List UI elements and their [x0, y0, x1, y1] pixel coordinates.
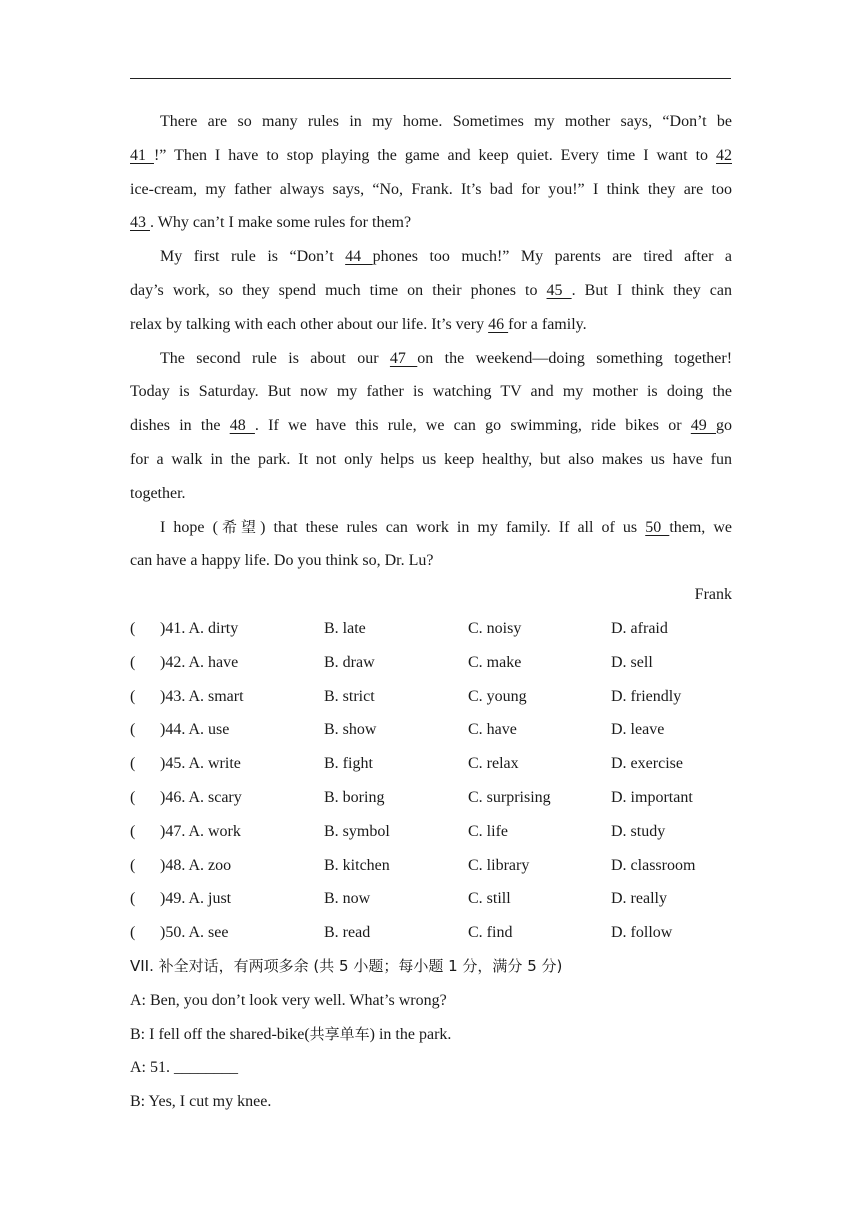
passage-text: ) that these rules can work in my family. If all of us	[260, 518, 638, 536]
passage-text: day’s work, so they spend much time on their phones to	[130, 281, 538, 299]
passage-text: . If we have this rule, we can go swimming, ride bikes or	[254, 417, 682, 435]
blank-48: 48	[229, 417, 255, 435]
blank-50: 50	[645, 518, 670, 536]
question-option-a: )50. A. see	[160, 924, 229, 942]
passage-text: dishes in the	[130, 417, 221, 435]
question-option-c: C. make	[468, 653, 522, 671]
question-option-a: )49. A. just	[160, 890, 232, 908]
question-option-a: )48. A. zoo	[160, 856, 232, 874]
passage-text: can have a happy life. Do you think so, Dr. Lu?	[130, 552, 434, 570]
blank-46: 46	[488, 315, 509, 333]
question-option-c: C. relax	[468, 755, 519, 773]
question-option-b: B. read	[324, 924, 371, 942]
section-title: VII. 补全对话，有两项多余 (共 5 小题；每小题 1 分，满分 5 分)	[130, 956, 563, 975]
blank-47: 47	[389, 349, 418, 367]
question-paren: (	[130, 890, 136, 908]
question-paren: (	[130, 822, 136, 840]
blank-41: 41	[130, 146, 154, 164]
question-option-d: D. afraid	[611, 619, 668, 637]
question-option-c: C. find	[468, 924, 513, 942]
passage-line	[130, 274, 732, 308]
question-option-d: D. important	[611, 788, 693, 806]
question-option-d: D. study	[611, 822, 666, 840]
question-option-b: B. fight	[324, 755, 373, 773]
question-row	[130, 781, 732, 815]
question-option-c: C. life	[468, 822, 508, 840]
question-option-a: )42. A. have	[160, 653, 239, 671]
question-paren: (	[130, 788, 136, 806]
blank-45: 45	[546, 281, 572, 299]
passage-line	[130, 240, 732, 274]
passage-line	[130, 139, 732, 173]
question-row	[130, 680, 732, 714]
passage-text: phones too much!” My parents are tired after a	[372, 248, 732, 266]
passage-line	[130, 409, 732, 443]
dialogue-text: ) in the park.	[369, 1025, 452, 1043]
passage-text: ice-cream, my father always says, “No, Frank. It’s bad for you!” I think they are too	[130, 180, 732, 198]
question-option-a: )41. A. dirty	[160, 619, 239, 637]
passage-text: . But I think they can	[571, 281, 732, 299]
question-option-a: )45. A. write	[160, 755, 241, 773]
question-paren: (	[130, 755, 136, 773]
passage-text: relax by talking with each other about our life. It’s very	[130, 315, 485, 333]
question-option-b: B. late	[324, 619, 366, 637]
question-row	[130, 882, 732, 916]
question-row	[130, 747, 732, 781]
dialogue-line	[130, 1018, 732, 1052]
dialogue-text: A: 51. ________	[130, 1059, 238, 1077]
dialogue-text: B: I fell off the shared-bike(	[130, 1025, 310, 1043]
chinese-gloss: 希望	[217, 517, 261, 536]
signature-text: Frank	[694, 586, 732, 604]
question-paren: (	[130, 856, 136, 874]
question-option-d: D. classroom	[611, 856, 696, 874]
question-option-d: D. exercise	[611, 755, 683, 773]
question-option-d: D. friendly	[611, 687, 682, 705]
passage-text: for a walk in the park. It not only helps us keep healthy, but also makes us have fun	[130, 450, 732, 468]
question-row	[130, 849, 732, 883]
question-option-c: C. library	[468, 856, 530, 874]
question-paren: (	[130, 687, 136, 705]
question-option-a: )46. A. scary	[160, 788, 242, 806]
passage-line	[130, 342, 732, 376]
passage-text: There are so many rules in my home. Sometimes my mother says, “Don’t be	[160, 113, 732, 130]
section-heading	[130, 950, 732, 984]
passage-text: . Why can’t I make some rules for them?	[150, 214, 412, 232]
dialogue-text: A: Ben, you don’t look very well. What’s wrong?	[130, 991, 447, 1009]
header-rule	[130, 78, 731, 79]
question-row	[130, 713, 732, 747]
passage-text: The second rule is about our	[160, 349, 379, 367]
question-option-b: B. kitchen	[324, 856, 390, 874]
question-option-c: C. young	[468, 687, 527, 705]
question-option-c: C. noisy	[468, 619, 522, 637]
passage-text: them, we	[669, 518, 732, 536]
passage-text: together.	[130, 484, 186, 502]
dialogue-line	[130, 1085, 732, 1119]
question-row	[130, 916, 732, 950]
question-option-a: )47. A. work	[160, 822, 241, 840]
passage-line	[130, 477, 732, 511]
passage-line	[130, 544, 732, 578]
chinese-gloss: 共享单车	[309, 1024, 370, 1043]
question-option-d: D. really	[611, 890, 667, 908]
question-row	[130, 612, 732, 646]
question-option-a: )44. A. use	[160, 721, 230, 739]
question-option-d: D. sell	[611, 653, 653, 671]
blank-44: 44	[345, 248, 373, 266]
passage-line	[130, 206, 732, 240]
passage-text: go	[716, 417, 732, 435]
passage-text: I hope (	[160, 518, 218, 536]
question-option-b: B. symbol	[324, 822, 390, 840]
dialogue-line	[130, 984, 732, 1018]
signature	[130, 578, 732, 612]
passage-line	[130, 173, 732, 207]
passage-text: !” Then I have to stop playing the game and keep quiet. Every time I want to	[153, 146, 709, 164]
question-list	[130, 612, 732, 950]
blank-49: 49	[690, 417, 717, 435]
question-option-b: B. boring	[324, 788, 385, 806]
blank-43: 43	[130, 214, 150, 232]
question-option-b: B. now	[324, 890, 371, 908]
question-paren: (	[130, 721, 136, 739]
passage-line	[130, 308, 732, 342]
passage-text: My first rule is “Don’t	[160, 248, 334, 266]
question-option-b: B. show	[324, 721, 377, 739]
passage-line	[130, 511, 732, 545]
question-option-d: D. follow	[611, 924, 673, 942]
question-row	[130, 815, 732, 849]
passage-line	[130, 443, 732, 477]
passage-text: for a family.	[508, 315, 587, 333]
passage-text: Today is Saturday. But now my father is watching TV and my mother is doing the	[130, 383, 732, 401]
question-option-b: B. draw	[324, 653, 375, 671]
question-option-c: C. have	[468, 721, 517, 739]
dialogue-line	[130, 1051, 732, 1085]
question-option-c: C. surprising	[468, 788, 551, 806]
question-row	[130, 646, 732, 680]
question-option-c: C. still	[468, 890, 511, 908]
question-paren: (	[130, 653, 136, 671]
question-option-d: D. leave	[611, 721, 665, 739]
question-paren: (	[130, 924, 136, 942]
passage-line	[130, 105, 732, 139]
blank-42: 42	[716, 146, 732, 164]
question-option-b: B. strict	[324, 687, 375, 705]
question-option-a: )43. A. smart	[160, 687, 244, 705]
passage-text: on the weekend—doing something together!	[417, 349, 732, 367]
dialogue-text: B: Yes, I cut my knee.	[130, 1093, 272, 1111]
passage-line	[130, 375, 732, 409]
question-paren: (	[130, 619, 136, 637]
document-body	[130, 105, 732, 1119]
